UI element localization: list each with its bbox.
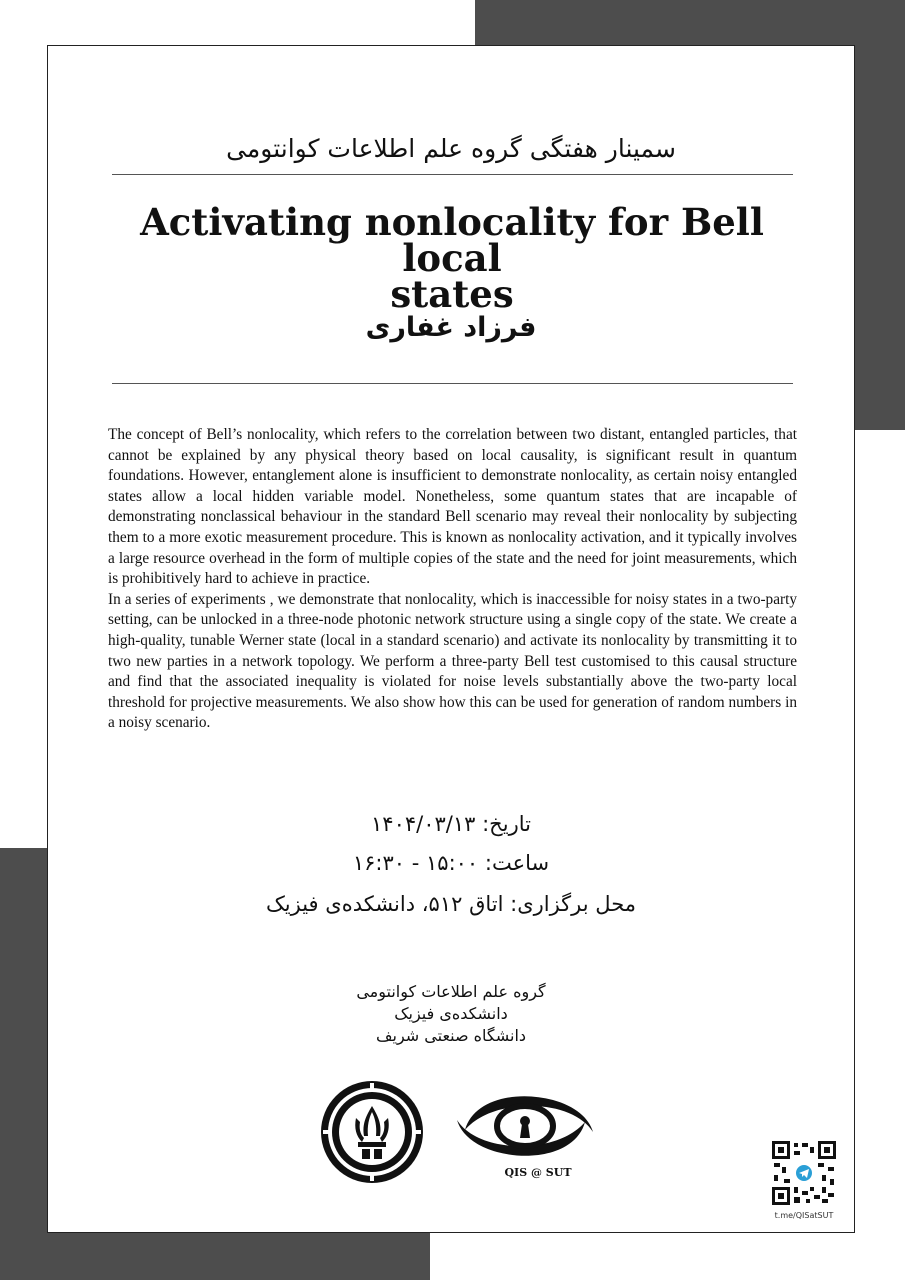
divider-top — [112, 174, 793, 175]
abstract — [108, 425, 797, 734]
sharif-university-logo-icon — [318, 1078, 426, 1186]
talk-title — [88, 200, 816, 316]
seminar-title: سمینار هفتگی گروه علم اطلاعات کوانتومی — [226, 134, 676, 163]
event-date: تاریخ: ۱۴۰۴/۰۳/۱۳ — [371, 812, 531, 836]
poster-frame — [47, 45, 855, 1233]
divider-bottom — [112, 383, 793, 384]
abstract-paragraph-2: In a series of experiments , we demonstrate that nonlocality, which is inaccessible for noisy states in a two-party setting, can be unlocked in a three-node photonic network structure using a single copy of the state. We create a high-quality, tunable Werner state (local in a standard scenario) and activate its nonlocality by transmitting it to two new parties in a network topology. We perform a three-party Bell test customised to this causal structure and find that the associated inequality is violated for noise levels substantially above the two-party local threshold for projective measurements. We also show how this can be used for generation of random numbers in a noisy scenario. — [108, 590, 797, 732]
organizer — [48, 981, 854, 1047]
speaker-name: فرزاد غفاری — [365, 312, 537, 343]
organizer-line2: دانشکده‌ی فیزیک — [394, 1004, 508, 1023]
qr-link-text[interactable]: t.me/QISatSUT — [774, 1211, 834, 1220]
qis-logo-text: QIS @ SUT — [504, 1166, 572, 1179]
organizer-line3: دانشگاه صنعتی شریف — [375, 1026, 527, 1045]
talk-title-line1: Activating nonlocality for Bell local — [140, 200, 764, 280]
event-time: ساعت: ۱۵:۰۰ - ۱۶:۳۰ — [352, 851, 550, 875]
talk-title-line2: states — [390, 272, 514, 316]
event-venue: محل برگزاری: اتاق ۵۱۲، دانشکده‌ی فیزیک — [265, 892, 636, 916]
qis-logo-icon — [455, 1086, 595, 1166]
organizer-line1: گروه علم اطلاعات کوانتومی — [356, 982, 546, 1001]
abstract-paragraph-1: The concept of Bell’s nonlocality, which refers to the correlation between two distant, entangled particles, that cannot be explained by any physical theory based on local causality, is significant result in quantum foundations. However, entanglement alone is insufficient to demonstrate nonlocality, as certain noisy entangled states allow a local hidden variable model. Nonetheless, some quantum states that are incapable of demonstrating nonclassical behaviour in the standard Bell scenario may reveal their nonlocality by subjecting them to a more exotic measurement procedure. This is known as nonlocality activation, and it typically involves a large resource overhead in the form of multiple copies of the state and the need for joint measurements, which is prohibitively hard to achieve in practice. — [108, 426, 797, 588]
qr-code-icon[interactable] — [772, 1141, 836, 1205]
